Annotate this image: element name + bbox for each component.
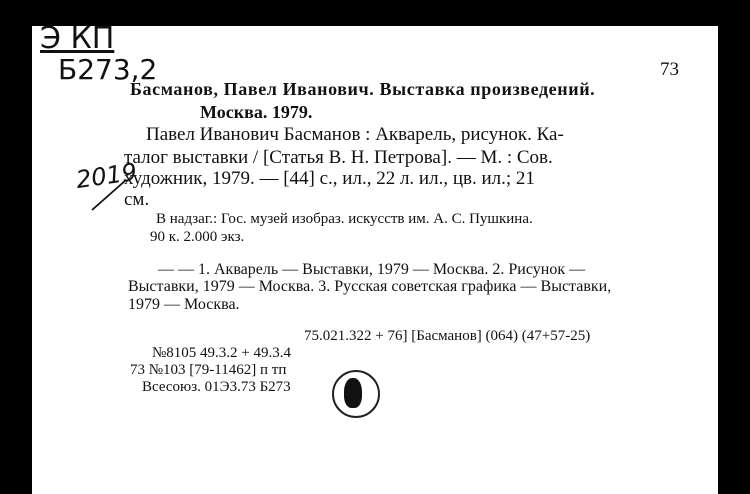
call-number-line1: Э КП	[40, 21, 115, 56]
tracings-line3: 1979 — Москва.	[128, 296, 240, 313]
body-line1: Павел Иванович Басманов : Акварель, рисунок. Ка-	[146, 124, 564, 145]
body-line4: см.	[124, 189, 150, 210]
call-number-line2: Б273,2	[58, 53, 158, 86]
library-stamp	[332, 370, 380, 418]
heading-line1: Басманов, Павел Иванович. Выставка произведений.	[130, 79, 596, 99]
handwritten-slash	[88, 178, 128, 214]
code-line3: Всесоюз. 01Э3.73 Б273	[142, 379, 291, 395]
classification: 75.021.322 + 76] [Басманов] (064) (47+57-25)	[304, 328, 591, 344]
body-line2: талог выставки / [Статья В. Н. Петрова]. — М. : Сов.	[124, 147, 553, 168]
heading-line2: Москва. 1979.	[200, 102, 313, 122]
code-line2: 73 №103 [79-11462] п тп	[130, 362, 287, 378]
note-line1: В надзаг.: Гос. музей изобраз. искусств им. А. С. Пушкина.	[156, 211, 533, 227]
note-line2: 90 к. 2.000 экз.	[150, 229, 245, 245]
handwritten-note: 2019	[74, 157, 139, 195]
page-number: 73	[660, 59, 679, 80]
body-line3: художник, 1979. — [44] с., ил., 22 л. ил., цв. ил.; 21	[124, 168, 535, 189]
tracings-line1: — — 1. Акварель — Выставки, 1979 — Москва. 2. Рисунок —	[158, 261, 586, 278]
code-line1: №8105 49.3.2 + 49.3.4	[152, 345, 292, 361]
tracings-line2: Выставки, 1979 — Москва. 3. Русская советская графика — Выставки,	[128, 278, 612, 295]
